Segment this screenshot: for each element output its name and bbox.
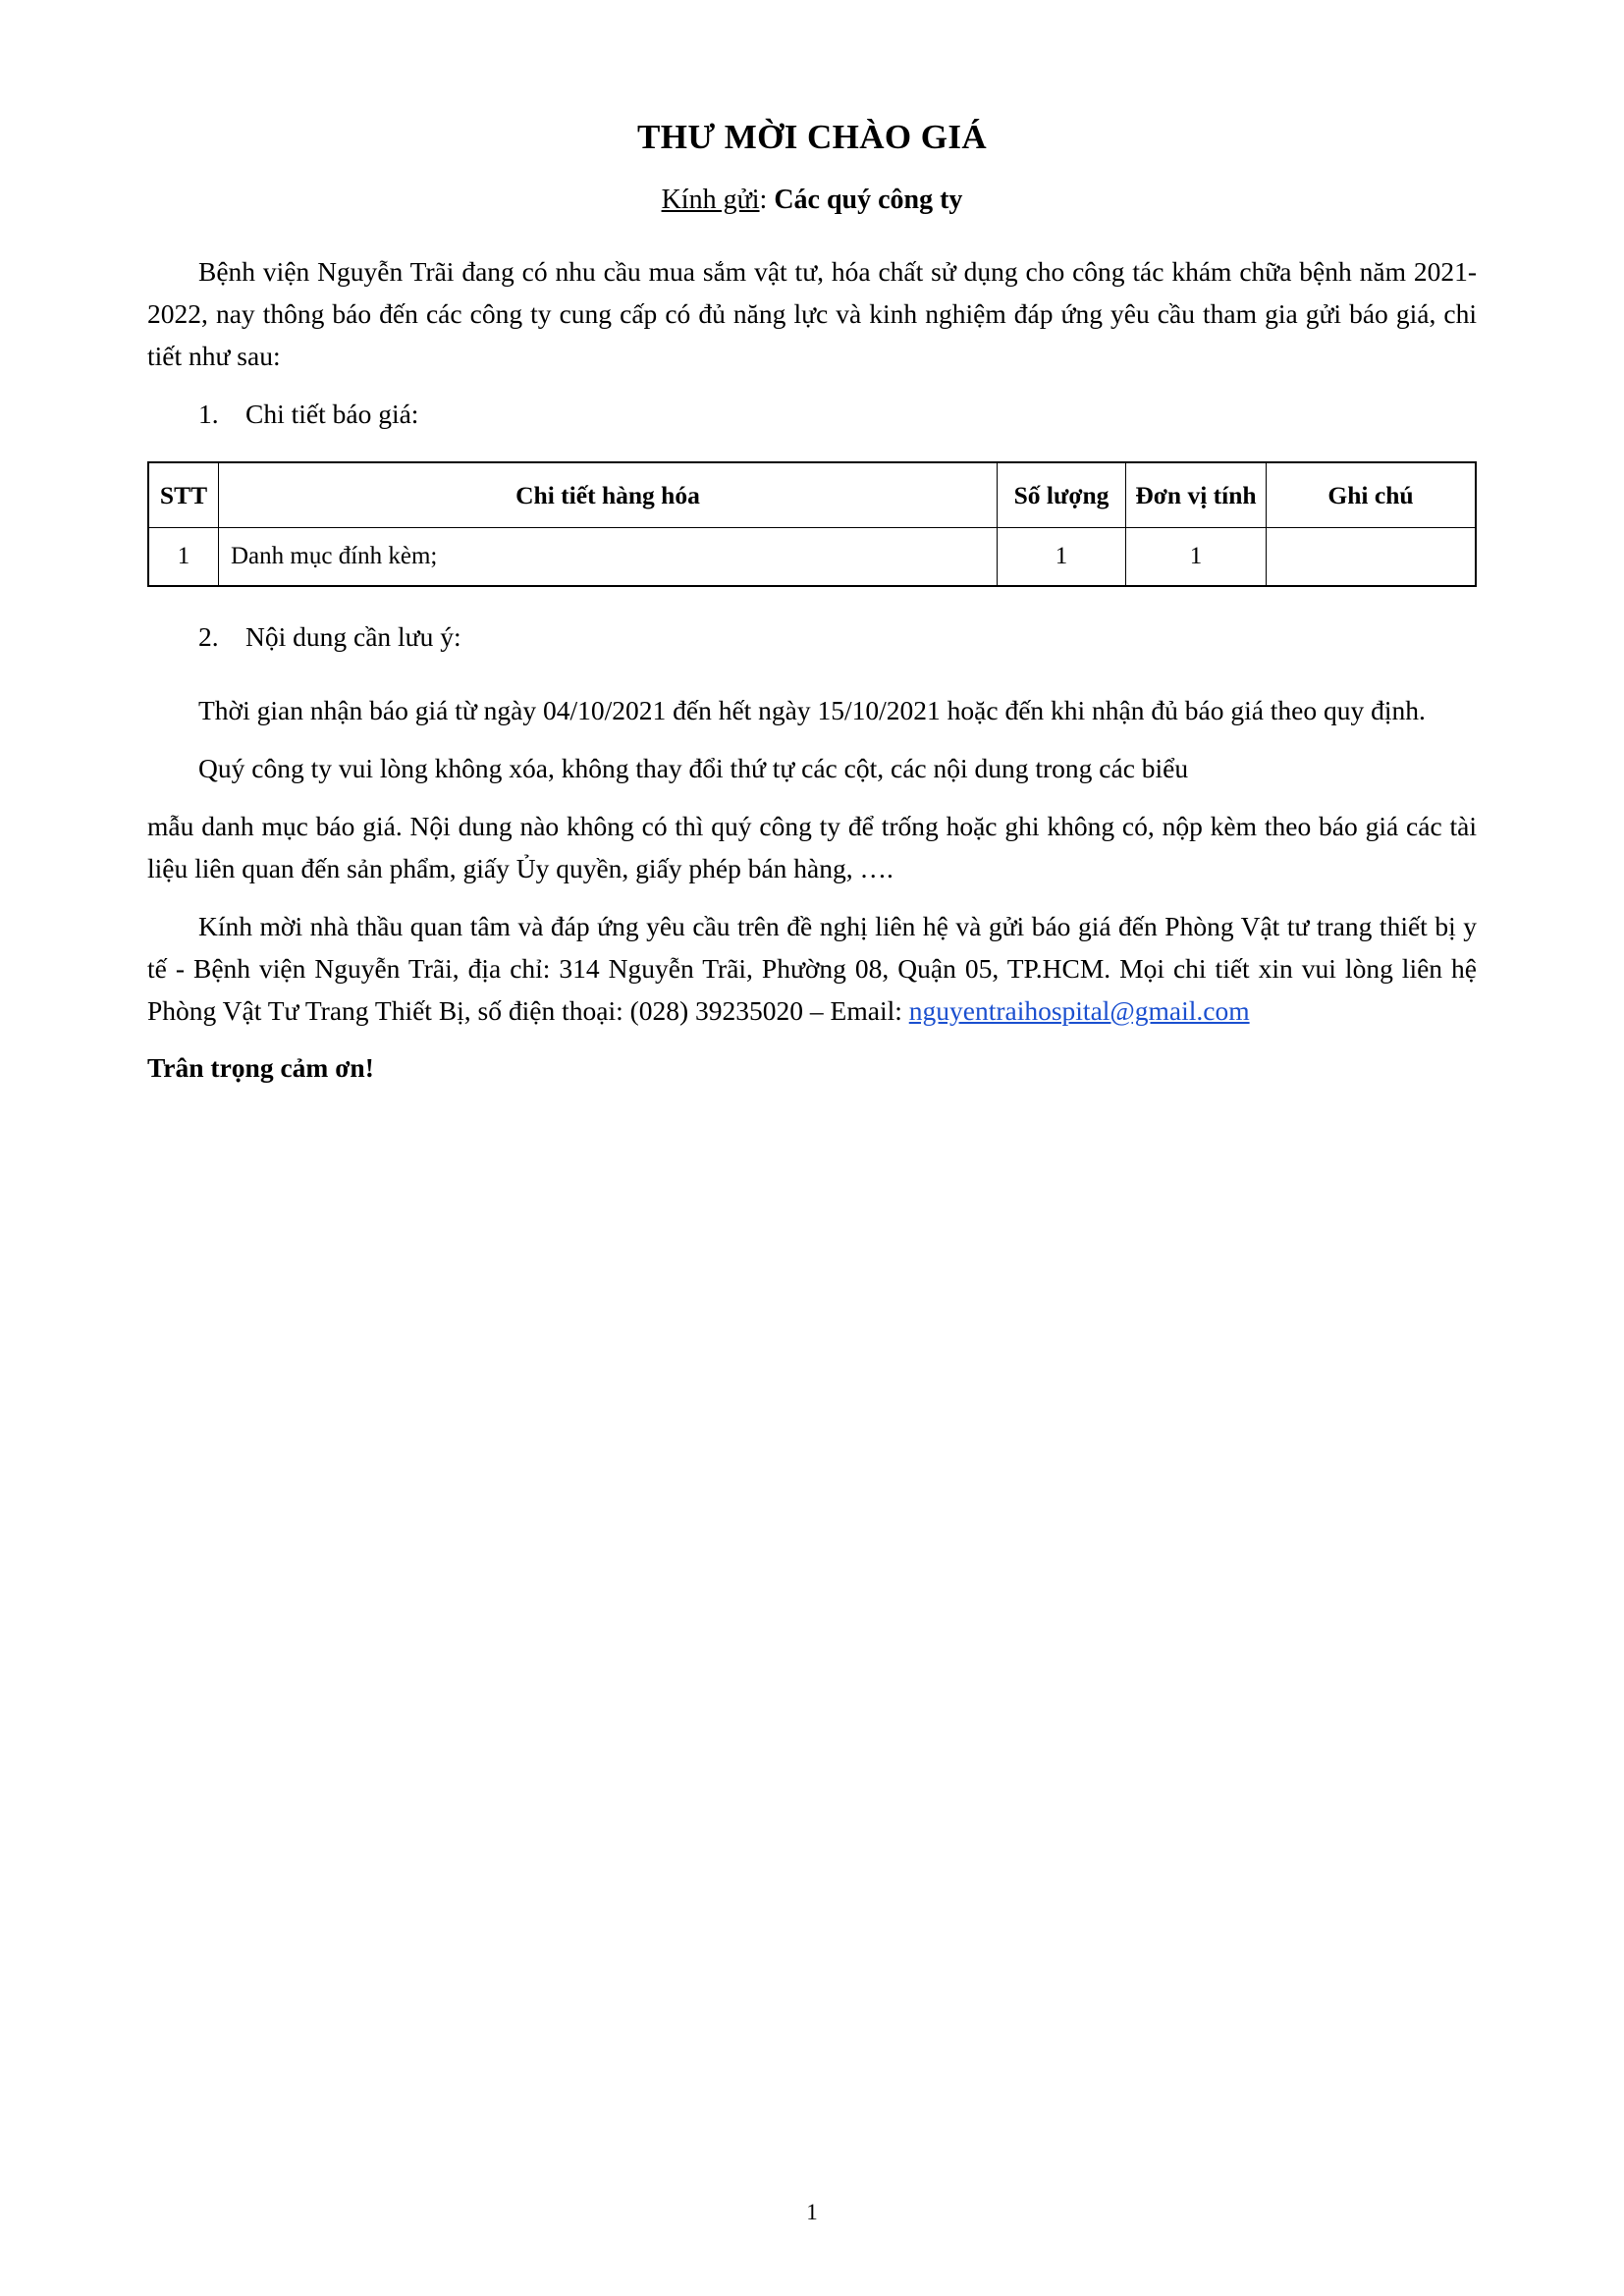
spacer [147, 672, 1477, 690]
table-row [148, 527, 1476, 586]
note-paragraph-2: Quý công ty vui lòng không xóa, không thay đổi thứ tự các cột, các nội dung trong các biểu [198, 753, 1189, 784]
cell-note [1267, 527, 1477, 586]
column-header-note: Ghi chú [1267, 462, 1477, 528]
section-1-heading [147, 394, 1477, 436]
cell-stt: 1 [148, 527, 219, 586]
quote-table [147, 461, 1477, 588]
cell-quantity: 1 [998, 527, 1126, 586]
page-number: 1 [806, 2200, 818, 2224]
section-2-heading [147, 616, 1477, 659]
section-1-number: 1. [198, 398, 219, 429]
note-paragraph-3: mẫu danh mục báo giá. Nội dung nào không có thì quý công ty để trống hoặc ghi không có, nộp kèm theo báo giá các tài liệu liên quan đến sản phẩm, giấy Ủy quyền, giấy phép bán hàng, …. [147, 811, 1477, 883]
note-paragraph-1: Thời gian nhận báo giá từ ngày 04/10/2021 đến hết ngày 15/10/2021 hoặc đến khi nhận đủ báo giá theo quy định. [198, 695, 1426, 726]
contact-paragraph [147, 906, 1477, 1033]
column-header-description: Chi tiết hàng hóa [219, 462, 998, 528]
addressee-line [147, 183, 1477, 218]
page-title: THƯ MỜI CHÀO GIÁ [636, 118, 988, 156]
column-header-stt: STT [148, 462, 219, 528]
section-1-label: Chi tiết báo giá: [245, 398, 419, 429]
closing-line: Trân trọng cảm ơn! [147, 1052, 374, 1084]
column-header-unit: Đơn vị tính [1126, 462, 1267, 528]
column-header-quantity: Số lượng [998, 462, 1126, 528]
section-2-label: Nội dung cần lưu ý: [245, 621, 461, 653]
cell-unit: 1 [1126, 527, 1267, 586]
contact-email-link[interactable]: nguyentraihospital@gmail.com [908, 994, 1250, 1026]
addressee-separator: : [759, 184, 768, 215]
table-header-row [148, 462, 1476, 528]
quote-table-body [148, 527, 1476, 586]
quote-table-head [148, 462, 1476, 528]
cell-description: Danh mục đính kèm; [219, 527, 998, 586]
intro-paragraph: Bệnh viện Nguyễn Trãi đang có nhu cầu mua sắm vật tư, hóa chất sử dụng cho công tác khám chữa bệnh năm 2021-2022, nay thông báo đến các công ty cung cấp có đủ năng lực và kinh nghiệm đáp ứng yêu cầu tham gia gửi báo giá, chi tiết như sau: [147, 256, 1477, 371]
addressee-value: Các quý công ty [774, 184, 963, 215]
addressee-label: Kính gửi [661, 184, 760, 215]
contact-text: Kính mời nhà thầu quan tâm và đáp ứng yêu cầu trên đề nghị liên hệ và gửi báo giá đến Phòng Vật tư trang thiết bị y tế - Bệnh viện Nguyễn Trãi, địa chỉ: 314 Nguyễn Trãi, Phường 08, Quận 05, TP.HCM. Mọi chi tiết xin vui lòng liên hệ Phòng Vật Tư Trang Thiết Bị, số điện thoại: (028) 39235020 – Email: [147, 910, 1477, 1026]
section-2-number: 2. [198, 621, 219, 653]
